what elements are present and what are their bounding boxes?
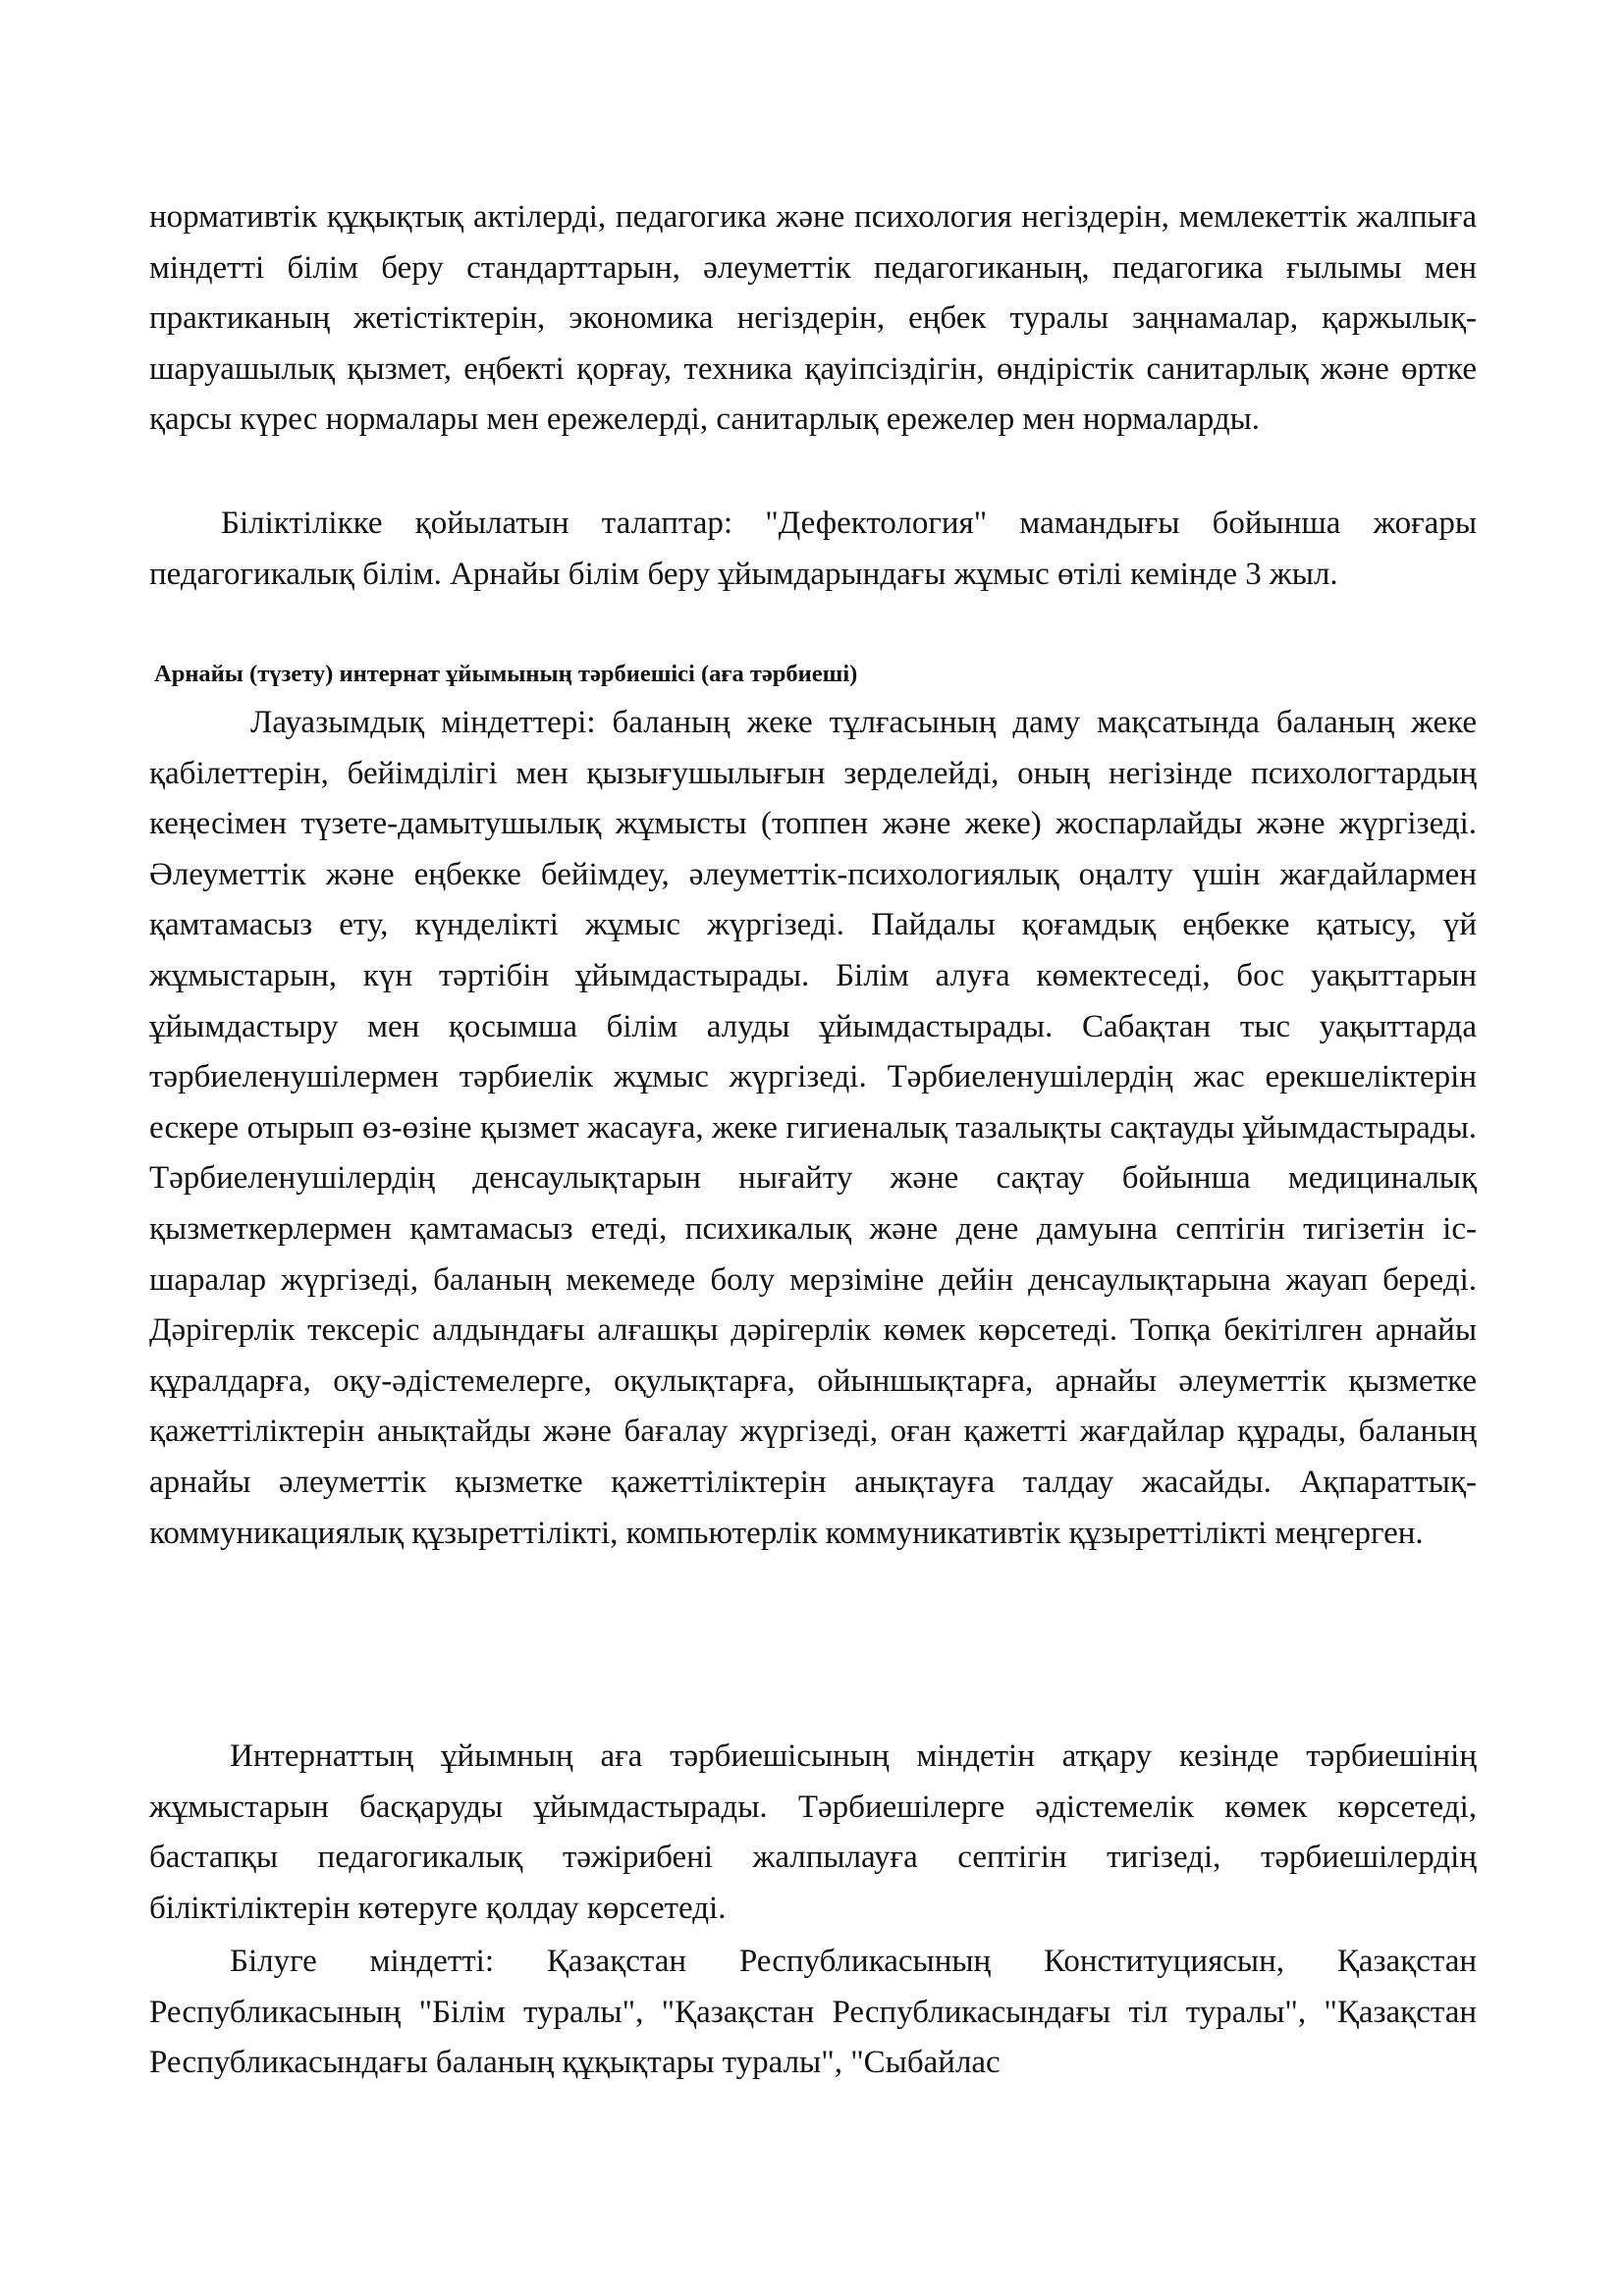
paragraph-job-duties: Лауазымдық міндеттері: баланың жеке тұлғасының даму мақсатында баланың жеке қабілеттерін, бейімділігі мен қызығушылығын зерделейді, оның негізінде психологтардың кеңесімен түзете-дамытушылық жұмысты (топпен және жеке) жоспарлайды және жүргізеді. Әлеуметтік және еңбекке бейімдеу, әлеуметтік-психологиялық оңалту үшін жағдайлармен қамтамасыз ету, күнделікті жұмыс жүргізеді. Пайдалы қоғамдық еңбекке қатысу, үй жұмыстарын, күн тәртібін ұйымдастырады. Білім алуға көмектеседі, бос уақыттарын ұйымдастыру мен қосымша білім алуды ұйымдастырады. Сабақтан тыс уақыттарда тәрбиеленушілермен тәрбиелік жұмыс жүргізеді. Тәрбиеленушілердің жас ерекшеліктерін ескере отырып өз-өзіне қызмет жасауға, жеке гигиеналық тазалықты сақтауды ұйымдастырады. Тәрбиеленушілердің денсаулықтарын нығайту және сақтау бойынша медициналық қызметкерлермен қамтамасыз етеді, психикалық және дене дамуына септігін тигізетін іс-шаралар жүргізеді, баланың мекемеде болу мерзіміне дейін денсаулықтарына жауап береді. Дәрігерлік тексеріс алдындағы алғашқы дәрігерлік көмек көрсетеді. Топқа бекітілген арнайы құралдарға, оқу-әдістемелерге, оқулықтарға, ойыншықтарға, арнайы әлеуметтік қызметке қажеттіліктерін анықтайды және бағалау жүргізеді, оған қажетті жағдайлар құрады, баланың арнайы әлеуметтік қызметке қажеттіліктерін анықтауға талдау жасайды. Ақпараттық-коммуникациялық құзыреттілікті, компьютерлік коммуникативтік құзыреттілікті меңгерген. bbox=[149, 705, 1477, 1551]
section-heading: Арнайы (түзету) интернат ұйымының тәрбиешісі (аға тәрбиеші) bbox=[154, 661, 858, 687]
paragraph-senior-educator-duties: Интернаттың ұйымның аға тәрбиешісының міндетін атқару кезінде тәрбиешінің жұмыстарын басқаруды ұйымдастырады. Тәрбиешілерге әдістемелік көмек көрсетеді, бастапқы педагогикалық тәжірибені жалпылауға септігін тигізеді, тәрбиешілердің біліктіліктерін көтеруге қолдау көрсетеді. bbox=[149, 1738, 1477, 1926]
paragraph-must-know: Білуге міндетті: Қазақстан Республикасының Конституциясын, Қазақстан Республикасының "Білім туралы", "Қазақстан Республикасындағы тіл туралы", "Қазақстан Республикасындағы баланың құқықтары туралы", "Сыбайлас bbox=[149, 1944, 1477, 2081]
paragraph-qualification-requirements: Біліктілікке қойылатын талаптар: "Дефектология" мамандығы бойынша жоғары педагогикалық білім. Арнайы білім беру ұйымдарындағы жұмыс өтілі кемінде 3 жыл. bbox=[149, 506, 1477, 592]
paragraph-knowledge-requirements-continued: нормативтік құқықтық актілерді, педагогика және психология негіздерін, мемлекеттік жалпыға міндетті білім беру стандарттарын, әлеуметтік педагогиканың, педагогика ғылымы мен практиканың жетістіктерін, экономика негіздерін, еңбек туралы заңнамалар, қаржылық-шаруашылық қызмет, еңбекті қорғау, техника қауіпсіздігін, өндірістік санитарлық және өртке қарсы күрес нормалары мен ережелерді, санитарлық ережелер мен нормаларды. bbox=[149, 199, 1477, 438]
